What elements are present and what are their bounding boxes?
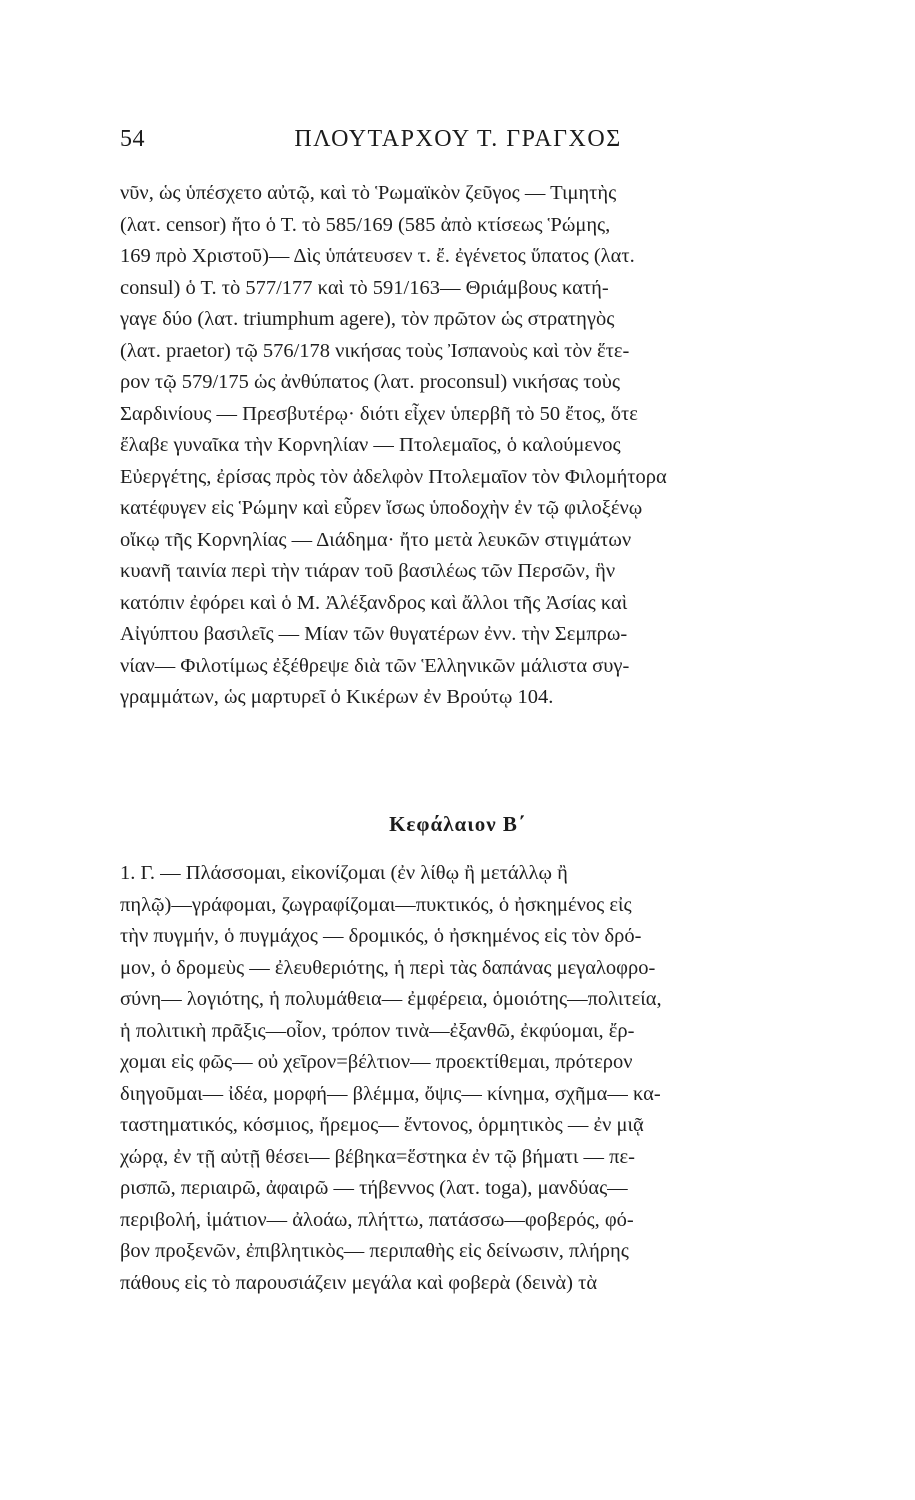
text-line: Αἰγύπτου βασιλεῖς — Μίαν τῶν θυγατέρων ἐνν. τὴν Σεμπρω- bbox=[120, 623, 628, 645]
text-line: Σαρδινίους — Πρεσβυτέρῳ· διότι εἶχεν ὑπερβῆ τὸ 50 ἔτος, ὅτε bbox=[120, 402, 638, 425]
commentary-paragraph-2 bbox=[120, 858, 876, 1299]
text-line: (λατ. censor) ἤτο ὁ Τ. τὸ 585/169 (585 ἀπὸ κτίσεως Ῥώμης, bbox=[120, 213, 611, 236]
text-line: κυανῆ ταινία περὶ τὴν τιάραν τοῦ βασιλέως τῶν Περσῶν, ἣν bbox=[120, 560, 616, 582]
text-line: χομαι εἰς φῶς— οὐ χεῖρον=βέλτιον— προεκτίθεμαι, πρότερον bbox=[120, 1051, 633, 1073]
text-line: σύνη— λογιότης, ἡ πολυμάθεια— ἐμφέρεια, ὁμοιότης—πολιτεία, bbox=[120, 988, 662, 1010]
text-line: Εὐεργέτης, ἐρίσας πρὸς τὸν ἀδελφὸν Πτολεμαῖον τὸν Φιλομήτορα bbox=[120, 465, 667, 488]
text-line: ταστηματικός, κόσμιος, ἤρεμος— ἔντονος, ὁρμητικὸς — ἐν μιᾷ bbox=[120, 1114, 644, 1136]
text-line: πάθους εἰς τὸ παρουσιάζειν μεγάλα καὶ φοβερὰ (δεινὰ) τὰ bbox=[120, 1271, 598, 1294]
text-line: γαγε δύο (λατ. triumphum agere), τὸν πρῶτον ὡς στρατηγὸς bbox=[120, 308, 615, 330]
text-line: μον, ὁ δρομεὺς — ἐλευθεριότης, ἡ περὶ τὰς δαπάνας μεγαλοφρο- bbox=[120, 956, 656, 979]
running-title: ΠΛΟΥΤΑΡΧΟΥ Τ. ΓΡΑΓΧΟΣ bbox=[294, 126, 622, 152]
running-header bbox=[120, 126, 796, 156]
chapter-heading: Κεφάλαιον Β΄ bbox=[389, 812, 526, 836]
text-line: βον προξενῶν, ἐπιβλητικὸς— περιπαθὴς εἰς δείνωσιν, πλήρης bbox=[120, 1240, 629, 1262]
text-line: consul) ὁ Τ. τὸ 577/177 καὶ τὸ 591/163— Θριάμβους κατή- bbox=[120, 276, 609, 299]
text-line: ρον τῷ 579/175 ὡς ἀνθύπατος (λατ. proconsul) νικήσας τοὺς bbox=[120, 371, 621, 393]
text-line: πηλῷ)—γράφομαι, ζωγραφίζομαι—πυκτικός, ὁ ἠσκημένος εἰς bbox=[120, 893, 632, 916]
text-line: ἔλαβε γυναῖκα τὴν Κορνηλίαν — Πτολεμαῖος, ὁ καλούμενος bbox=[120, 434, 621, 456]
text-line: κατόπιν ἐφόρει καὶ ὁ Μ. Ἀλέξανδρος καὶ ἄλλοι τῆς Ἀσίας καὶ bbox=[120, 591, 628, 614]
text-line: περιβολή, ἱμάτιον— ἀλοάω, πλήττω, πατάσσω—φοβερός, φό- bbox=[120, 1208, 634, 1231]
text-line: διηγοῦμαι— ἰδέα, μορφή— βλέμμα, ὄψις— κίνημα, σχῆμα— κα- bbox=[120, 1082, 661, 1105]
text-line: ρισπῶ, περιαιρῶ, ἀφαιρῶ — τήβεννος (λατ. toga), μανδύας— bbox=[120, 1177, 628, 1199]
text-line: κατέφυγεν εἰς Ῥώμην καὶ εὗρεν ἴσως ὑποδοχὴν ἐν τῷ φιλοξένῳ bbox=[120, 497, 643, 519]
text-line: 1. Γ. — Πλάσσομαι, εἰκονίζομαι (ἐν λίθῳ ἢ μετάλλῳ ἢ bbox=[120, 862, 568, 884]
text-line: 169 πρὸ Χριστοῦ)— Δὶς ὑπάτευσεν τ. ἔ. ἐγένετος ὕπατος (λατ. bbox=[120, 245, 635, 267]
text-line: ἡ πολιτικὴ πρᾶξις—οἷον, τρόπον τινὰ—ἐξανθῶ, ἐκφύομαι, ἔρ- bbox=[120, 1019, 635, 1042]
text-line: οἴκῳ τῆς Κορνηλίας — Διάδημα· ἤτο μετὰ λευκῶν στιγμάτων bbox=[120, 528, 632, 551]
text-line: νῦν, ὡς ὑπέσχετο αὐτῷ, καὶ τὸ Ῥωμαϊκὸν ζεῦγος — Τιμητὴς bbox=[120, 182, 617, 204]
text-line: γραμμάτων, ὡς μαρτυρεῖ ὁ Κικέρων ἐν Βρούτῳ 104. bbox=[120, 686, 554, 708]
text-line: χώρᾳ, ἐν τῇ αὐτῇ θέσει— βέβηκα=ἕστηκα ἐν τῷ βήματι — πε- bbox=[120, 1145, 635, 1168]
text-line: νίαν— Φιλοτίμως ἐξέθρεψε διὰ τῶν Ἑλληνικῶν μάλιστα συγ- bbox=[120, 654, 630, 677]
text-line: (λατ. praetor) τῷ 576/178 νικήσας τοὺς Ἰσπανοὺς καὶ τὸν ἕτε- bbox=[120, 339, 630, 362]
commentary-paragraph-1 bbox=[120, 178, 876, 714]
page-number: 54 bbox=[120, 126, 145, 152]
text-line: τὴν πυγμήν, ὁ πυγμάχος — δρομικός, ὁ ἠσκημένος εἰς τὸν δρό- bbox=[120, 925, 642, 947]
